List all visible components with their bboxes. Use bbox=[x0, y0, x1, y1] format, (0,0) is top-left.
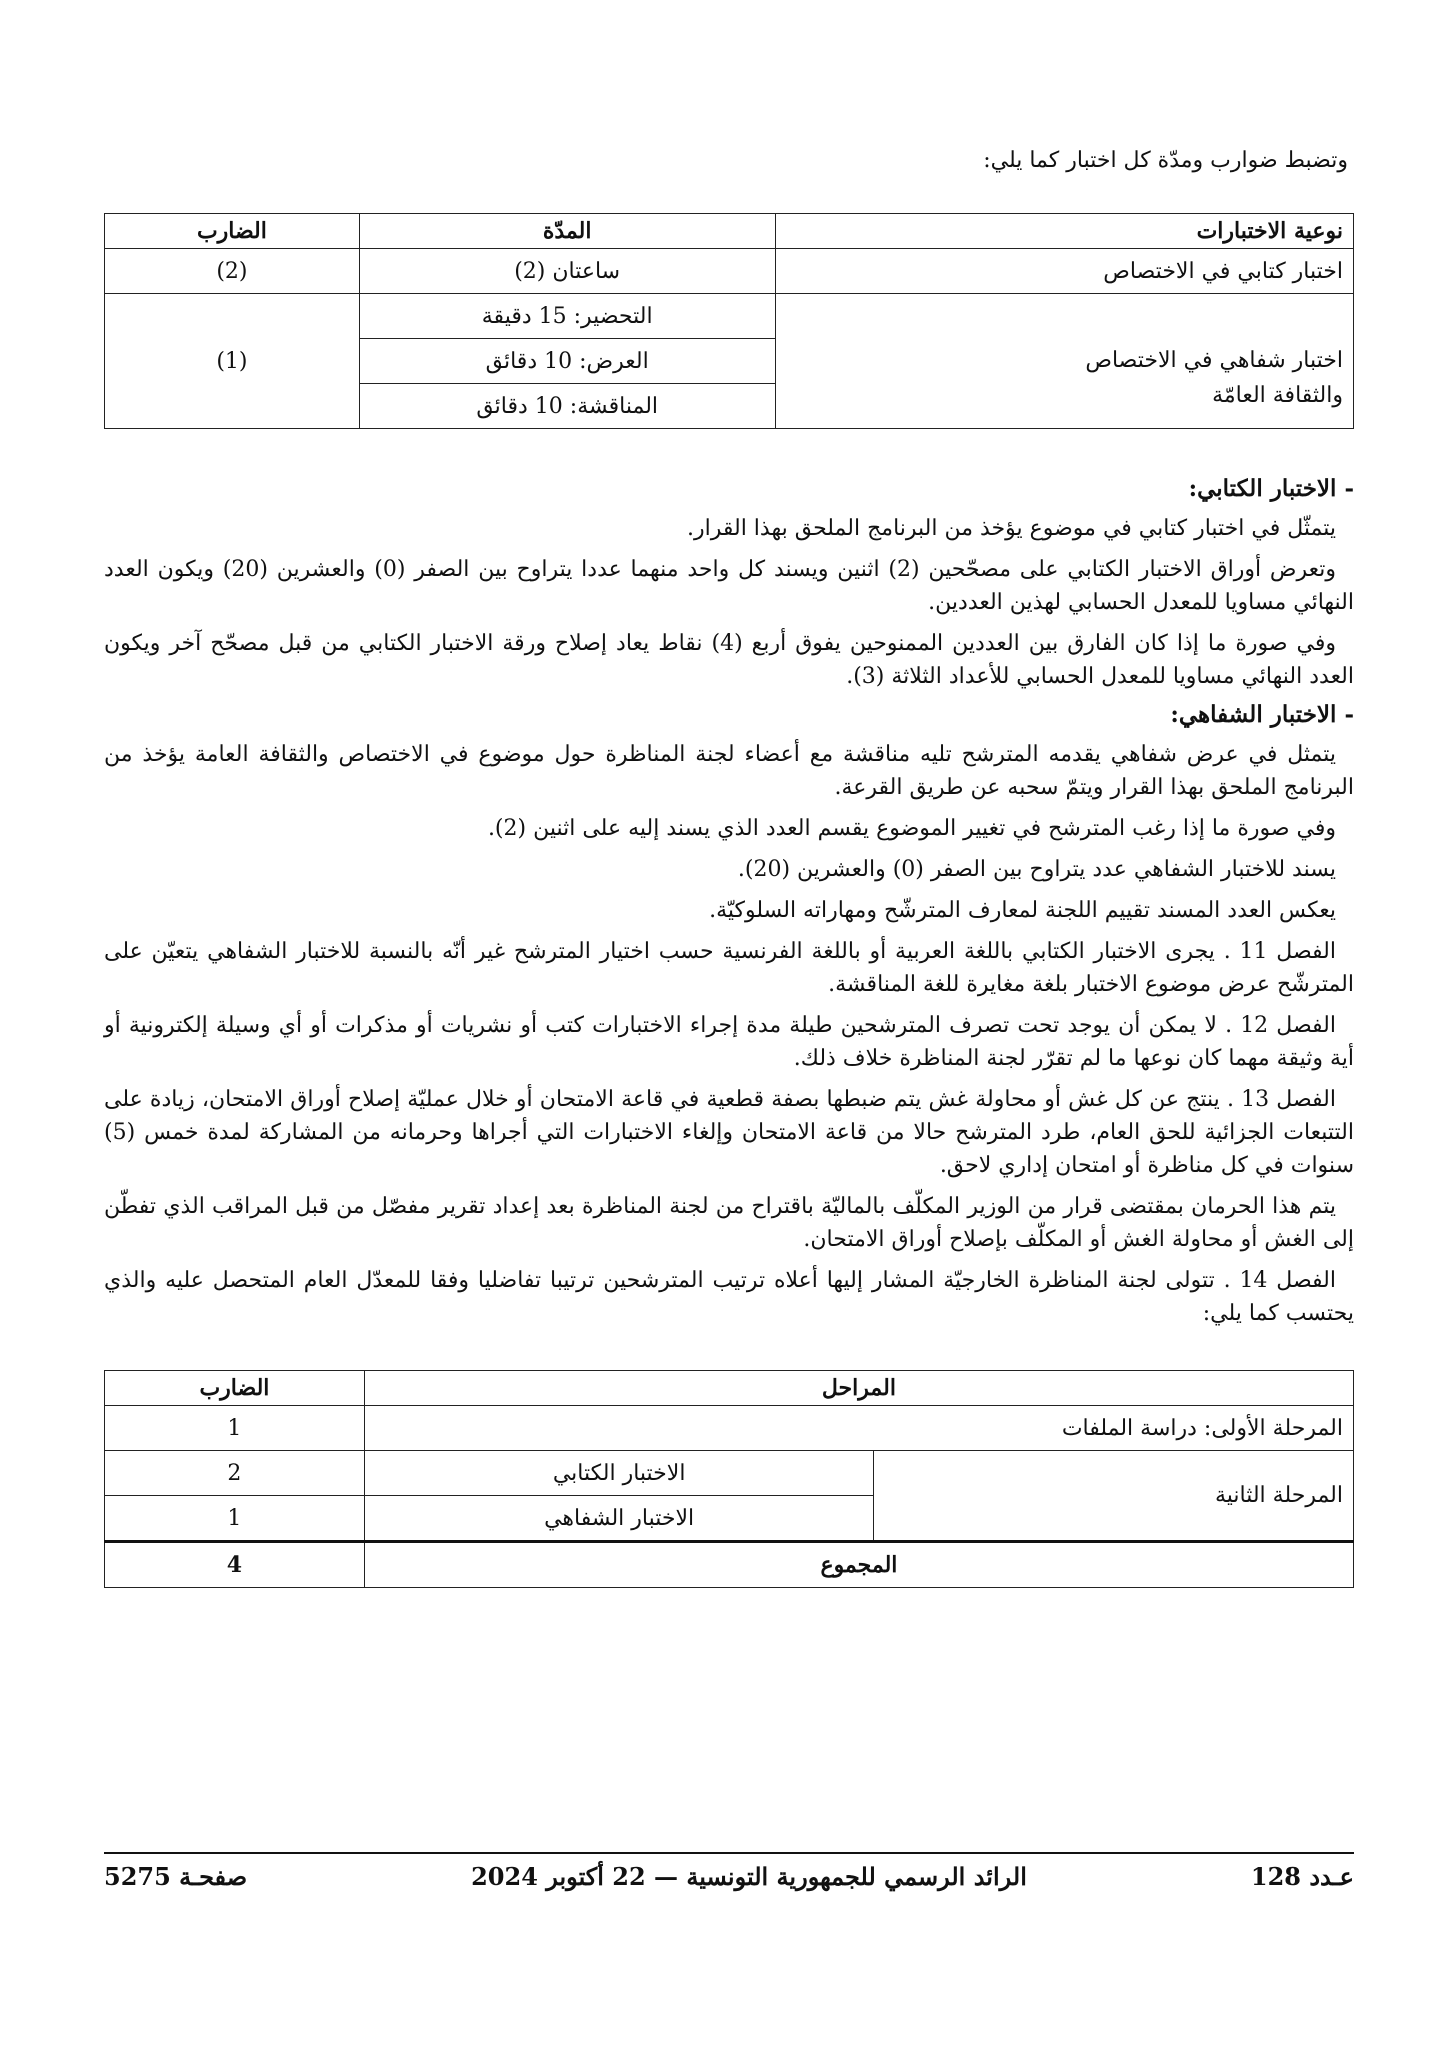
row-oral-coef: (1) bbox=[105, 294, 360, 429]
header-coefficient: الضارب bbox=[105, 1371, 365, 1406]
table-row bbox=[105, 1542, 1354, 1588]
table-header-row bbox=[105, 214, 1354, 249]
oral-paragraph: وفي صورة ما إذا رغب المترشح في تغيير الموضوع يقسم العدد الذي يسند إليه على اثنين (2). bbox=[487, 816, 1336, 841]
table-row bbox=[105, 1451, 1354, 1496]
row-oral-prep: التحضير: 15 دقيقة bbox=[359, 294, 775, 339]
header-test-type: نوعية الاختبارات bbox=[775, 214, 1354, 249]
stage1-coef: 1 bbox=[105, 1406, 365, 1451]
oral-paragraph: يتمثل في عرض شفاهي يقدمه المترشح تليه مناقشة مع أعضاء لجنة المناظرة حول موضوع في الاختصاص والثقافة العامة يؤخذ من البرنامج الملحق بهذا القرار ويتمّ سحبه عن طريق القرعة. bbox=[104, 742, 1354, 800]
table-row bbox=[105, 249, 1354, 294]
stage2-label: المرحلة الثانية bbox=[874, 1451, 1354, 1542]
table-row bbox=[105, 1406, 1354, 1451]
table-header-row bbox=[105, 1371, 1354, 1406]
stage2-written-label: الاختبار الكتابي bbox=[364, 1451, 874, 1496]
total-coef: 4 bbox=[105, 1542, 365, 1588]
article-13-continued: يتم هذا الحرمان بمقتضى قرار من الوزير المكلّف بالماليّة باقتراح من لجنة المناظرة بعد إعداد تقرير مفصّل من قبل المراقب الذي تفطّن إلى الغش أو محاولة الغش أو المكلّف بإصلاح أوراق الامتحان. bbox=[104, 1194, 1354, 1252]
written-paragraph: وفي صورة ما إذا كان الفارق بين العددين الممنوحين يفوق أربع (4) نقاط يعاد إصلاح ورقة الاختبار الكتابي من قبل مصحّح آخر ويكون العدد النهائي مساويا للمعدل الحسابي للأعداد الثلاثة (3). bbox=[104, 631, 1354, 689]
footer-issue-number: عـدد 128 bbox=[1250, 1862, 1354, 1891]
article-11: الفصل 11 . يجرى الاختبار الكتابي باللغة العربية أو باللغة الفرنسية حسب اختيار المترشح غير أنّه بالنسبة للاختبار الشفاهي يتعيّن على المترشّح عرض موضوع الاختبار بلغة مغايرة للغة المناقشة. bbox=[104, 939, 1354, 997]
total-label: المجموع bbox=[364, 1542, 1353, 1588]
document-page bbox=[104, 130, 1354, 1588]
ranking-table bbox=[104, 1370, 1354, 1588]
written-test-title: - الاختبار الكتابي: bbox=[1188, 475, 1354, 502]
row-written-coef: (2) bbox=[105, 249, 360, 294]
stage2-oral-label: الاختبار الشفاهي bbox=[364, 1496, 874, 1542]
article-12: الفصل 12 . لا يمكن أن يوجد تحت تصرف المترشحين طيلة مدة إجراء الاختبارات كتب أو نشريات أو مذكرات أو أي وسيلة إلكترونية أو أية وثيقة مهما كان نوعها ما لم تقرّر لجنة المناظرة خلاف ذلك. bbox=[104, 1013, 1354, 1071]
stage2-oral-coef: 1 bbox=[105, 1496, 365, 1542]
coefficients-table bbox=[104, 213, 1354, 429]
written-paragraph: وتعرض أوراق الاختبار الكتابي على مصحّحين (2) اثنين ويسند كل واحد منهما عددا يتراوح بين الصفر (0) والعشرين (20) ويكون العدد النهائي مساويا للمعدل الحسابي لهذين العددين. bbox=[104, 557, 1354, 615]
row-oral-discussion: المناقشة: 10 دقائق bbox=[359, 384, 775, 429]
oral-test-title: - الاختبار الشفاهي: bbox=[1170, 701, 1354, 728]
footer-divider bbox=[104, 1852, 1354, 1854]
row-oral-presentation: العرض: 10 دقائق bbox=[359, 339, 775, 384]
stage1-label: المرحلة الأولى: دراسة الملفات bbox=[364, 1406, 1353, 1451]
page-footer bbox=[104, 1862, 1354, 1891]
footer-journal-title: الرائد الرسمي للجمهورية التونسية — 22 أكتوبر 2024 bbox=[471, 1862, 1027, 1891]
header-coefficient: الضارب bbox=[105, 214, 360, 249]
row-written-duration: ساعتان (2) bbox=[359, 249, 775, 294]
row-oral-type bbox=[775, 294, 1354, 429]
intro-text: وتضبط ضوارب ومدّة كل اختبار كما يلي: bbox=[983, 148, 1348, 173]
article-13: الفصل 13 . ينتج عن كل غش أو محاولة غش يتم ضبطها بصفة قطعية في قاعة الامتحان أو خلال عمليّة إصلاح أوراق الامتحان، زيادة على التتبعات الجزائية للحق العام، طرد المترشح حالا من قاعة الامتحان وإلغاء الاختبارات التي أجراها وحرمانه من المشاركة لمدة خمس (5) سنوات في كل مناظرة أو امتحان إداري لاحق. bbox=[104, 1087, 1354, 1178]
header-stages: المراحل bbox=[364, 1371, 1353, 1406]
row-oral-type-line1: اختبار شفاهي في الاختصاص bbox=[1085, 348, 1343, 373]
written-paragraph: يتمثّل في اختبار كتابي في موضوع يؤخذ من البرنامج الملحق بهذا القرار. bbox=[687, 516, 1336, 541]
table-row bbox=[105, 294, 1354, 339]
article-14: الفصل 14 . تتولى لجنة المناظرة الخارجيّة المشار إليها أعلاه ترتيب المترشحين ترتيبا تفاضليا وفقا للمعدّل العام المتحصل عليه والذي يحتسب كما يلي: bbox=[104, 1268, 1354, 1326]
footer-page-number: صفحـة 5275 bbox=[104, 1862, 248, 1891]
row-written-type: اختبار كتابي في الاختصاص bbox=[775, 249, 1354, 294]
stage2-written-coef: 2 bbox=[105, 1451, 365, 1496]
oral-paragraph: يسند للاختبار الشفاهي عدد يتراوح بين الصفر (0) والعشرين (20). bbox=[737, 857, 1336, 882]
row-oral-type-line2: والثقافة العامّة bbox=[1212, 383, 1343, 408]
oral-paragraph: يعكس العدد المسند تقييم اللجنة لمعارف المترشّح ومهاراته السلوكيّة. bbox=[709, 898, 1336, 923]
header-duration: المدّة bbox=[359, 214, 775, 249]
